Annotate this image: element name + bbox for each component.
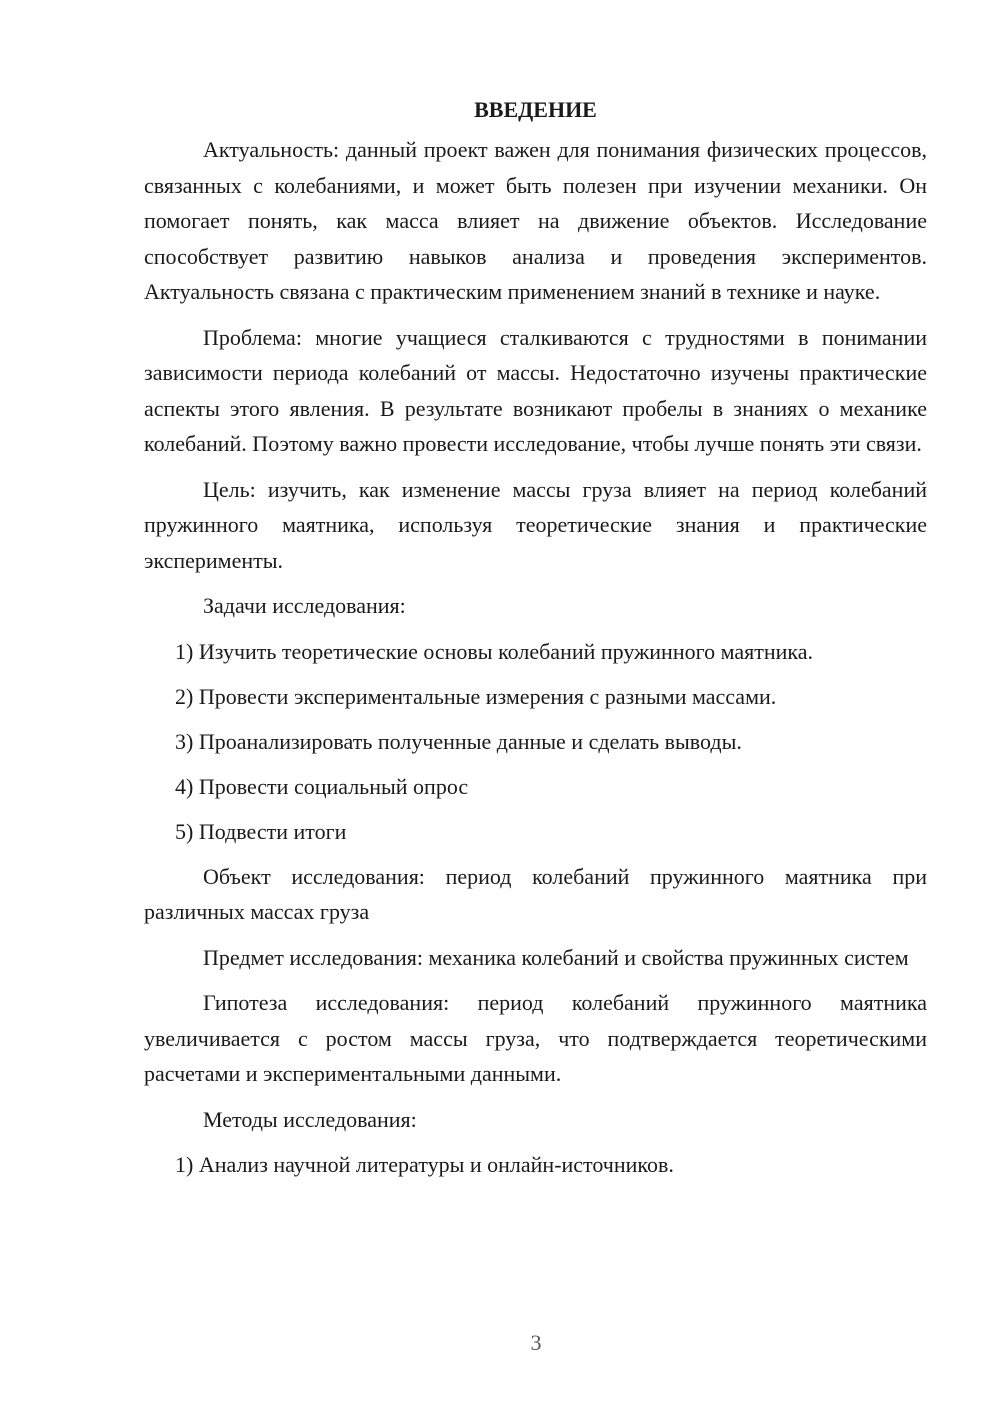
list-item: 3) Проанализировать полученные данные и сделать выводы. xyxy=(175,728,742,754)
methods-list xyxy=(144,1147,927,1183)
list-item: 1) Изучить теоретические основы колебаний пружинного маятника. xyxy=(175,638,814,664)
goal-paragraph: Цель: изучить, как изменение массы груза влияет на период колебаний пружинного маятника, используя теоретические знания и практические эксперименты. xyxy=(144,476,927,573)
methods-heading: Методы исследования: xyxy=(203,1106,417,1132)
relevance-paragraph: Актуальность: данный проект важен для понимания физических процессов, связанных с колебаниями, и может быть полезен при изучении механики. Он помогает понять, как масса влияет на движение объектов. Исследование способствует развитию навыков анализа и проведения экспериментов. Актуальность связана с практическим применением знаний в технике и науке. xyxy=(144,137,927,304)
subject-paragraph: Предмет исследования: механика колебаний и свойства пружинных систем xyxy=(203,944,909,970)
tasks-list xyxy=(144,634,927,850)
list-item: 4) Провести социальный опрос xyxy=(175,773,469,799)
tasks-heading: Задачи исследования: xyxy=(203,593,406,618)
page-number: 3 xyxy=(530,1330,542,1355)
hypothesis-paragraph: Гипотеза исследования: период колебаний пружинного маятника увеличивается с ростом массы груза, что подтверждается теоретическими расчетами и экспериментальными данными. xyxy=(144,990,927,1086)
problem-paragraph: Проблема: многие учащиеся сталкиваются с трудностями в понимании зависимости периода колебаний от массы. Недостаточно изучены практические аспекты этого явления. В результате возникают пробелы в знаниях о механике колебаний. Поэтому важно провести исследование, чтобы лучше понять эти связи. xyxy=(144,324,927,456)
object-paragraph: Объект исследования: период колебаний пружинного маятника при различных массах груза xyxy=(144,863,927,924)
list-item: 2) Провести экспериментальные измерения с разными массами. xyxy=(175,683,777,709)
page-title: ВВЕДЕНИЕ xyxy=(474,97,597,122)
page-content xyxy=(144,92,927,1192)
list-item: 1) Анализ научной литературы и онлайн-источников. xyxy=(175,1152,674,1177)
list-item: 5) Подвести итоги xyxy=(175,818,347,844)
